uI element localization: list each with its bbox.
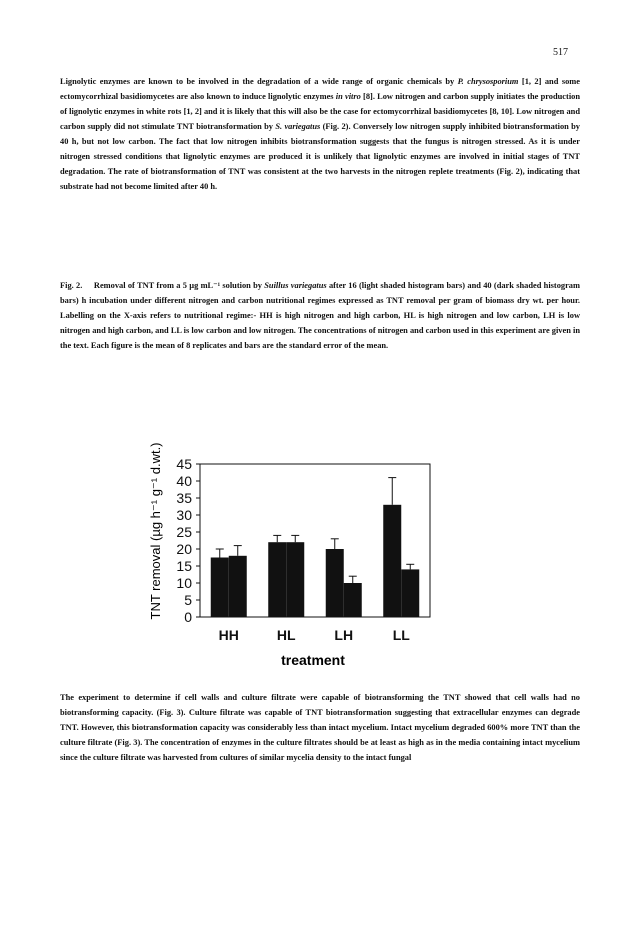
- bar: [268, 542, 286, 617]
- x-tick-label: LH: [334, 627, 354, 643]
- y-tick-label: 30: [176, 507, 192, 523]
- body-paragraph-1: Lignolytic enzymes are known to be involved in the degradation of a wide range of organic chemicals by P. chrysosporium [1, 2] and some ectomycorrhizal basidiomycetes are also known to induce lignolytic enzymes in vitro [8]. Low nitrogen and carbon supply initiates the production of lignolytic enzymes in white rots [1, 2] and it is likely that this will also be the case for ectomycorrhizal basidiomycetes [8, 10]. Low nitrogen and carbon supply did not stimulate TNT biotransformation by S. variegatus (Fig. 2). Conversely low nitrogen supply inhibited biotransformation by 40 h, but not low carbon. The fact that low nitrogen inhibits biotransformation suggests that the fungus is nitrogen stressed. As it is under nitrogen stressed conditions that lignolytic enzymes are produced it is unlikely that lignolytic enzymes are involved in initial stages of TNT degradation. The rate of biotransformation of TNT was consistent at the two harvests in the nitrogen replete treatments (Fig. 2), indicating that substrate had not become limited after 40 h.: [60, 77, 580, 191]
- y-tick-label: 15: [176, 558, 192, 574]
- bar: [286, 542, 304, 617]
- bar: [344, 583, 362, 617]
- x-tick-label: HH: [218, 627, 239, 643]
- y-tick-labels: [176, 456, 200, 625]
- y-axis-label: TNT removal (µg h⁻¹ g⁻¹ d.wt.): [148, 442, 163, 620]
- chart-bars: [211, 478, 420, 617]
- figure-label: Fig. 2.: [60, 281, 83, 290]
- bar: [401, 569, 419, 617]
- bar: [383, 505, 401, 617]
- x-tick-labels: [219, 627, 411, 643]
- y-tick-label: 20: [176, 541, 192, 557]
- bar: [211, 558, 229, 618]
- figure-caption-text: Removal of TNT from a 5 µg mL⁻¹ solution by Suillus variegatus after 16 (light shaded histogram bars) and 40 (dark shaded histogram bars) h incubation under different nitrogen and carbon nutritional regimes expressed as TNT removal per gram of biomass dry wt. per hour. Labelling on the X-axis refers to nutritional regime:- HH is high nitrogen and high carbon, HL is high nitrogen and low carbon, LH is low nitrogen and high carbon, and LL is low carbon and low nitrogen. The concentrations of nitrogen and carbon used in this experiment are given in the text. Each figure is the mean of 8 replicates and bars are the standard error of the mean.: [60, 281, 580, 350]
- page-number: 517: [553, 47, 568, 58]
- y-tick-label: 35: [176, 490, 192, 506]
- y-tick-label: 10: [176, 575, 192, 591]
- y-tick-label: 25: [176, 524, 192, 540]
- y-tick-label: 0: [184, 609, 192, 625]
- x-tick-label: HL: [276, 627, 296, 643]
- bar: [326, 549, 344, 617]
- figure-caption: [60, 278, 580, 353]
- chart-axes: [200, 464, 430, 617]
- plot-frame: [200, 464, 430, 617]
- body-paragraph-2: The experiment to determine if cell walls and culture filtrate were capable of biotransforming the TNT showed that cell walls had no biotransforming capacity. (Fig. 3). Culture filtrate was capable of TNT biotransformation suggesting that extracellular enzymes can degrade TNT. However, this biotransformation capacity was considerably less than intact mycelium. Intact mycelium degraded 600% more TNT than the culture filtrate (Fig. 3). The concentration of enzymes in the culture filtrates should be at least as high as in the media containing intact mycelium since the culture filtrate was harvested from cultures of similar mycelia density to the intact fungal: [60, 693, 580, 762]
- y-tick-label: 5: [184, 592, 192, 608]
- y-tick-label: 40: [176, 473, 192, 489]
- x-axis-label: treatment: [281, 652, 345, 668]
- bar: [229, 556, 247, 617]
- y-tick-label: 45: [176, 456, 192, 472]
- x-tick-label: LL: [392, 627, 410, 643]
